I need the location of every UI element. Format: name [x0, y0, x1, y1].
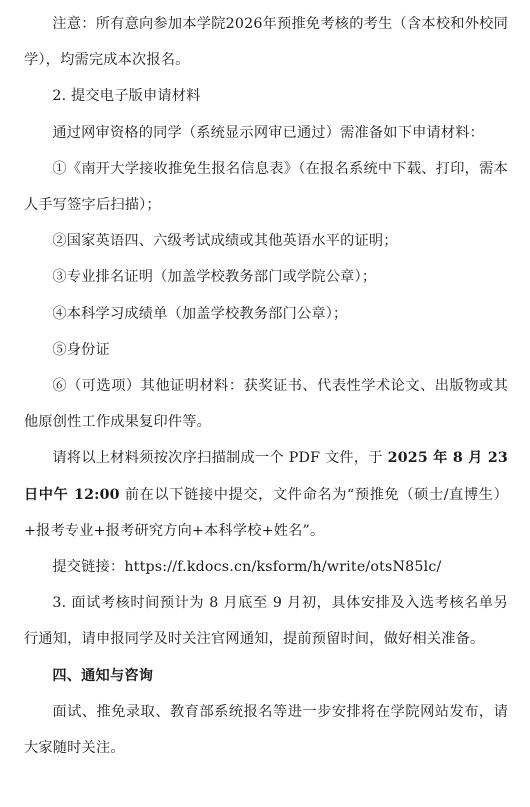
materials-intro: 通过网审资格的同学（系统显示网审已通过）需准备如下申请材料： [52, 124, 485, 141]
submission-link[interactable]: 提交链接：https://f.kdocs.cn/ksform/h/write/otsN85lc/ [52, 559, 442, 576]
submission-instructions [24, 440, 508, 549]
material-item-6: ⑥（可选项）其他证明材料：获奖证书、代表性学术论文、出版物或其他原创性工作成果复印件等。 [24, 378, 508, 431]
material-item-2: ②国家英语四、六级考试成绩或其他英语水平的证明； [52, 233, 398, 250]
closing-paragraph: 面试、推免录取、教育部系统报名等进一步安排将在学院网站发布，请大家随时关注。 [24, 703, 508, 757]
submission-text-before: 请将以上材料须按次序扫描制成一个 PDF 文件，于 [52, 450, 388, 467]
section-3-interview: 3. 面试考核时间预计为 8 月底至 9 月初，具体安排及入选考核名单另行通知，请申报同学及时关注官网通知，提前预留时间，做好相关准备。 [24, 595, 508, 648]
submission-deadline: 2025 年 8 月 23 日中午 12:00 [24, 450, 508, 503]
section-4-title: 四、通知与咨询 [52, 667, 154, 684]
material-item-3: ③专业排名证明（加盖学校教务部门或学院公章）； [52, 269, 377, 286]
submission-text-after: 前在以下链接中提交，文件命名为“预推免（硕士/直博生）+报考专业+报考研究方向+本科学校+姓名”。 [24, 486, 508, 539]
material-item-4: ④本科学习成绩单（加盖学校教务部门公章）； [52, 305, 348, 322]
material-item-5: ⑤身份证 [52, 341, 110, 358]
section-2-title: 2. 提交电子版申请材料 [52, 88, 201, 105]
material-item-1: ①《南开大学接收推免生报名信息表》（在报名系统中下载、打印，需本人手写签字后扫描）； [24, 160, 508, 214]
notice-paragraph: 注意：所有意向参加本学院2026年预推免考核的考生（含本校和外校同学），均需完成本次报名。 [24, 16, 508, 69]
